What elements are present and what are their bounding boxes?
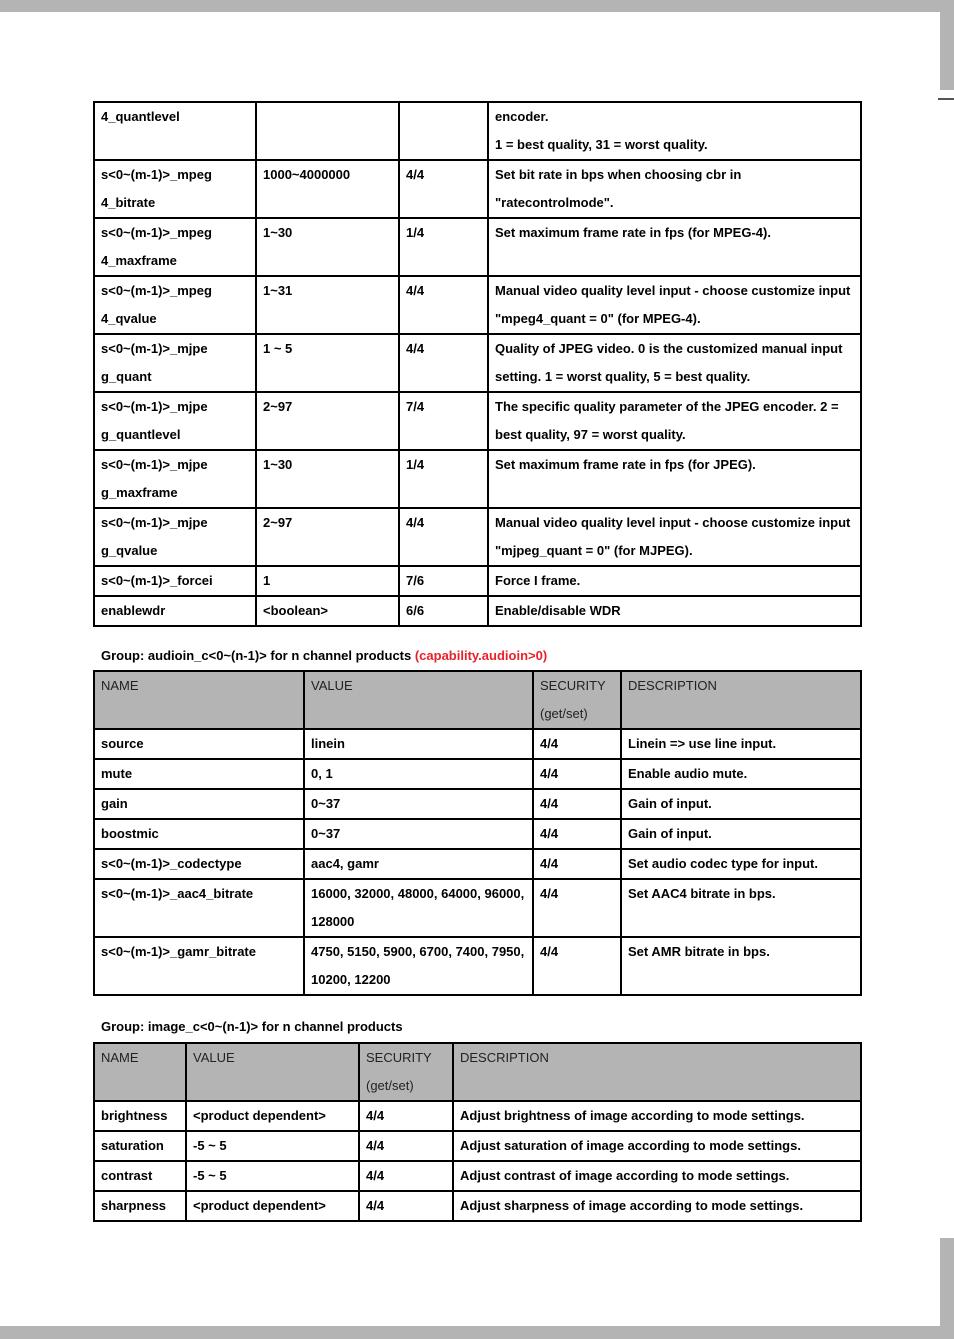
cell-value xyxy=(256,102,399,160)
table-row xyxy=(94,759,861,789)
audioin-parameter-table xyxy=(93,670,862,996)
table-row xyxy=(94,819,861,849)
cell-security: 4/4 xyxy=(359,1101,453,1131)
table-row xyxy=(94,102,861,160)
cell-description: The specific quality parameter of the JPEG encoder. 2 = best quality, 97 = worst quality. xyxy=(488,392,861,450)
page-edge-bottom xyxy=(940,1238,954,1326)
cell-description: Set bit rate in bps when choosing cbr in "ratecontrolmode". xyxy=(488,160,861,218)
cell-value: 0, 1 xyxy=(304,759,533,789)
cell-description: Adjust sharpness of image according to mode settings. xyxy=(453,1191,861,1221)
cell-name: sharpness xyxy=(94,1191,186,1221)
cell-description: encoder. 1 = best quality, 31 = worst quality. xyxy=(488,102,861,160)
cell-name: saturation xyxy=(94,1131,186,1161)
image-header-row xyxy=(94,1043,861,1101)
cell-description: Enable audio mute. xyxy=(621,759,861,789)
cell-value: 1000~4000000 xyxy=(256,160,399,218)
table-row xyxy=(94,160,861,218)
audioin-header-row xyxy=(94,671,861,729)
cell-security: 4/4 xyxy=(533,729,621,759)
table-row xyxy=(94,566,861,596)
cell-value: 1 xyxy=(256,566,399,596)
header-security: SECURITY (get/set) xyxy=(359,1043,453,1101)
cell-name: s<0~(m-1)>_mjpe g_quant xyxy=(94,334,256,392)
cell-value: 1 ~ 5 xyxy=(256,334,399,392)
header-name: NAME xyxy=(94,1043,186,1101)
cell-value: 0~37 xyxy=(304,789,533,819)
cell-security: 7/6 xyxy=(399,566,488,596)
cell-description: Manual video quality level input - choose customize input "mpeg4_quant = 0" (for MPEG-4). xyxy=(488,276,861,334)
cell-value: <product dependent> xyxy=(186,1101,359,1131)
header-description: DESCRIPTION xyxy=(621,671,861,729)
cell-name: s<0~(m-1)>_gamr_bitrate xyxy=(94,937,304,995)
cell-security: 4/4 xyxy=(533,849,621,879)
page-edge-tick xyxy=(938,98,954,100)
image-parameter-table xyxy=(93,1042,862,1222)
cell-value: 16000, 32000, 48000, 64000, 96000, 128000 xyxy=(304,879,533,937)
header-description: DESCRIPTION xyxy=(453,1043,861,1101)
table-row xyxy=(94,596,861,626)
cell-name: gain xyxy=(94,789,304,819)
cell-name: s<0~(m-1)>_codectype xyxy=(94,849,304,879)
cell-security: 1/4 xyxy=(399,218,488,276)
cell-security: 1/4 xyxy=(399,450,488,508)
table-row xyxy=(94,879,861,937)
cell-description: Set audio codec type for input. xyxy=(621,849,861,879)
cell-security: 4/4 xyxy=(359,1131,453,1161)
cell-description: Set AMR bitrate in bps. xyxy=(621,937,861,995)
cell-description: Set maximum frame rate in fps (for MPEG-4). xyxy=(488,218,861,276)
cell-name: s<0~(m-1)>_forcei xyxy=(94,566,256,596)
table-row xyxy=(94,789,861,819)
cell-security: 4/4 xyxy=(359,1191,453,1221)
cell-security: 4/4 xyxy=(533,937,621,995)
cell-value: <boolean> xyxy=(256,596,399,626)
cell-name: boostmic xyxy=(94,819,304,849)
cell-description: Manual video quality level input - choose customize input "mjpeg_quant = 0" (for MJPEG). xyxy=(488,508,861,566)
table-row xyxy=(94,849,861,879)
cell-name: contrast xyxy=(94,1161,186,1191)
cell-security: 7/4 xyxy=(399,392,488,450)
cell-description: Force I frame. xyxy=(488,566,861,596)
cell-value: 1~30 xyxy=(256,218,399,276)
cell-description: Quality of JPEG video. 0 is the customized manual input setting. 1 = worst quality, 5 = best quality. xyxy=(488,334,861,392)
cell-value: 2~97 xyxy=(256,392,399,450)
table-row xyxy=(94,508,861,566)
cell-name: s<0~(m-1)>_mpeg 4_bitrate xyxy=(94,160,256,218)
cell-security: 4/4 xyxy=(399,508,488,566)
audioin-group-title xyxy=(101,648,547,663)
cell-security: 4/4 xyxy=(399,160,488,218)
page-edge-mid xyxy=(940,90,954,1238)
page-edge-top xyxy=(940,12,954,90)
cell-value: 1~30 xyxy=(256,450,399,508)
cell-value: -5 ~ 5 xyxy=(186,1131,359,1161)
image-group-title: Group: image_c<0~(n-1)> for n channel products xyxy=(101,1019,403,1034)
audioin-parameter-rows xyxy=(94,729,861,995)
cell-name: 4_quantlevel xyxy=(94,102,256,160)
cell-value: -5 ~ 5 xyxy=(186,1161,359,1191)
cell-name: s<0~(m-1)>_mpeg 4_qvalue xyxy=(94,276,256,334)
cell-description: Enable/disable WDR xyxy=(488,596,861,626)
table-row xyxy=(94,937,861,995)
cell-description: Set AAC4 bitrate in bps. xyxy=(621,879,861,937)
table-row xyxy=(94,450,861,508)
cell-security xyxy=(399,102,488,160)
audioin-capability: (capability.audioin>0) xyxy=(414,648,548,663)
cell-security: 4/4 xyxy=(533,819,621,849)
table-row xyxy=(94,1191,861,1221)
video-parameter-table xyxy=(93,101,862,627)
cell-name: s<0~(m-1)>_aac4_bitrate xyxy=(94,879,304,937)
cell-security: 4/4 xyxy=(359,1161,453,1191)
cell-value: 0~37 xyxy=(304,819,533,849)
table-row xyxy=(94,729,861,759)
cell-description: Gain of input. xyxy=(621,789,861,819)
header-value: VALUE xyxy=(304,671,533,729)
cell-name: enablewdr xyxy=(94,596,256,626)
table-row xyxy=(94,334,861,392)
video-parameter-rows xyxy=(94,102,861,626)
table-row xyxy=(94,1101,861,1131)
table-row xyxy=(94,1161,861,1191)
cell-name: mute xyxy=(94,759,304,789)
cell-value: linein xyxy=(304,729,533,759)
cell-security: 4/4 xyxy=(533,789,621,819)
cell-description: Gain of input. xyxy=(621,819,861,849)
cell-security: 4/4 xyxy=(533,879,621,937)
header-value: VALUE xyxy=(186,1043,359,1101)
cell-description: Adjust brightness of image according to mode settings. xyxy=(453,1101,861,1131)
cell-security: 6/6 xyxy=(399,596,488,626)
cell-name: s<0~(m-1)>_mjpe g_quantlevel xyxy=(94,392,256,450)
header-security: SECURITY (get/set) xyxy=(533,671,621,729)
table-row xyxy=(94,1131,861,1161)
cell-value: 2~97 xyxy=(256,508,399,566)
table-row xyxy=(94,392,861,450)
cell-description: Adjust contrast of image according to mode settings. xyxy=(453,1161,861,1191)
cell-description: Linein => use line input. xyxy=(621,729,861,759)
cell-value: aac4, gamr xyxy=(304,849,533,879)
cell-security: 4/4 xyxy=(399,334,488,392)
table-row xyxy=(94,218,861,276)
cell-name: brightness xyxy=(94,1101,186,1131)
cell-value: 1~31 xyxy=(256,276,399,334)
cell-value: <product dependent> xyxy=(186,1191,359,1221)
cell-description: Adjust saturation of image according to mode settings. xyxy=(453,1131,861,1161)
cell-description: Set maximum frame rate in fps (for JPEG). xyxy=(488,450,861,508)
table-row xyxy=(94,276,861,334)
cell-name: s<0~(m-1)>_mpeg 4_maxframe xyxy=(94,218,256,276)
audioin-group-label: Group: audioin_c<0~(n-1)> for n channel products xyxy=(101,648,415,663)
cell-security: 4/4 xyxy=(533,759,621,789)
cell-name: s<0~(m-1)>_mjpe g_maxframe xyxy=(94,450,256,508)
image-parameter-rows xyxy=(94,1101,861,1221)
cell-security: 4/4 xyxy=(399,276,488,334)
cell-name: source xyxy=(94,729,304,759)
cell-name: s<0~(m-1)>_mjpe g_qvalue xyxy=(94,508,256,566)
cell-value: 4750, 5150, 5900, 6700, 7400, 7950, 10200, 12200 xyxy=(304,937,533,995)
header-name: NAME xyxy=(94,671,304,729)
